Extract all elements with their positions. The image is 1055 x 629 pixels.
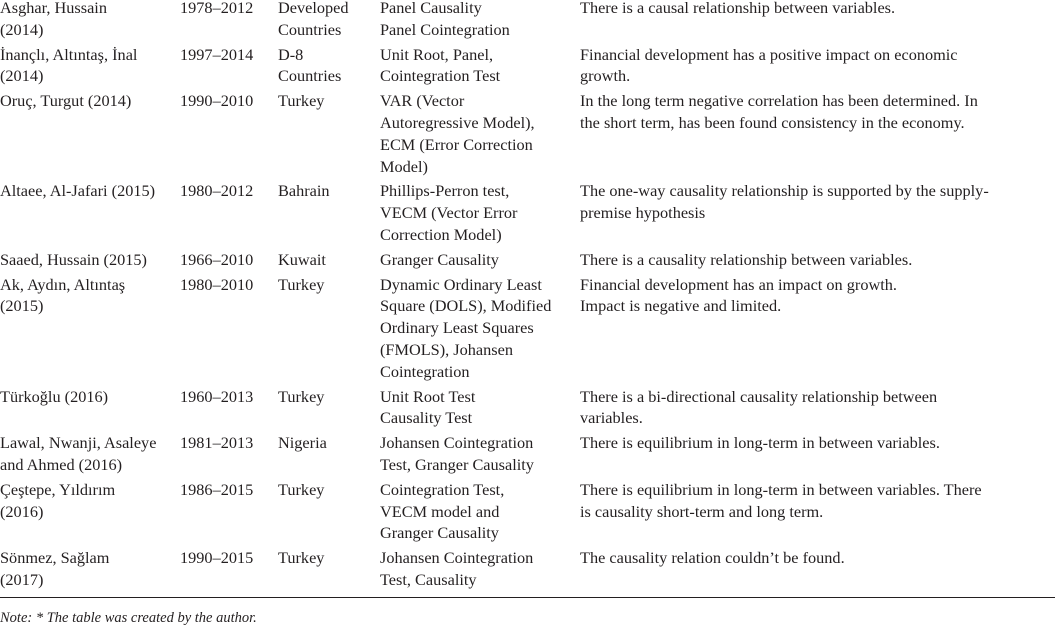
result-cell: Financial development has a positive impact on economic growth. [580, 44, 958, 86]
table-row [0, 274, 1055, 386]
result-cell: There is equilibrium in long-term in between variables. There is causality short-term and long term. [580, 479, 982, 521]
result-cell: There is a bi-directional causality relationship between variables. [580, 386, 938, 428]
table-row [0, 479, 1055, 547]
table-row [0, 90, 1055, 180]
method-cell: Cointegration Test, VECM model and Granger Causality [380, 479, 505, 543]
method-cell: Johansen Cointegration Test, Granger Causality [380, 433, 534, 474]
author-cell: Oruç, Turgut (2014) [0, 91, 132, 111]
method-cell: Unit Root, Panel, Cointegration Test [380, 44, 501, 86]
period-cell: 1981–2013 [180, 433, 254, 453]
result-cell: Financial development has an impact on growth. Impact is negative and limited. [580, 274, 897, 316]
country-cell: Bahrain [278, 181, 330, 201]
country-cell: Turkey [278, 274, 325, 294]
method-cell: Unit Root Test Causality Test [380, 386, 476, 428]
method-cell: Panel Causality Panel Cointegration [380, 0, 510, 39]
author-cell: Ak, Aydın, Altıntaş (2015) [0, 274, 126, 316]
period-cell: 1966–2010 [180, 249, 254, 269]
table-row [0, 547, 1055, 594]
result-cell: There is equilibrium in long-term in between variables. [580, 433, 940, 453]
author-cell: Çeştepe, Yıldırım (2016) [0, 479, 116, 521]
table-row [0, 180, 1055, 248]
method-cell: Dynamic Ordinary Least Square (DOLS), Modified Ordinary Least Squares (FMOLS), Johansen Cointegration [380, 274, 552, 381]
author-cell: Asghar, Hussain (2014) [0, 0, 107, 39]
author-cell: Lawal, Nwanji, Asaleye and Ahmed (2016) [0, 433, 157, 474]
country-cell: Kuwait [278, 249, 326, 269]
period-cell: 1986–2015 [180, 479, 254, 499]
table-row [0, 386, 1055, 433]
author-cell: Saaed, Hussain (2015) [0, 249, 147, 269]
table-row [0, 432, 1055, 479]
country-cell: Turkey [278, 91, 325, 111]
author-cell: İnançlı, Altıntaş, İnal (2014) [0, 44, 138, 86]
table-row [0, 249, 1055, 274]
author-cell: Altaee, Al-Jafari (2015) [0, 181, 156, 201]
method-cell: Johansen Cointegration Test, Causality [380, 548, 534, 589]
country-cell: Nigeria [278, 433, 327, 453]
period-cell: 1978–2012 [180, 0, 254, 17]
table-row [0, 0, 1055, 44]
table-bottom-rule [0, 597, 1055, 598]
result-cell: The causality relation couldn’t be found. [580, 548, 845, 568]
author-cell: Türkoğlu (2016) [0, 386, 109, 406]
country-cell: Turkey [278, 479, 325, 499]
period-cell: 1960–2013 [180, 386, 254, 406]
method-cell: VAR (Vector Autoregressive Model), ECM (Error Correction Model) [380, 91, 535, 176]
country-cell: D-8 Countries [278, 44, 342, 86]
country-cell: Turkey [278, 386, 325, 406]
result-cell: There is a causal relationship between variables. [580, 0, 896, 17]
result-cell: There is a causality relationship between variables. [580, 249, 913, 269]
country-cell: Developed Countries [278, 0, 349, 39]
method-cell: Granger Causality [380, 249, 499, 269]
country-cell: Turkey [278, 548, 325, 568]
period-cell: 1980–2010 [180, 274, 254, 294]
author-cell: Sönmez, Sağlam (2017) [0, 548, 110, 589]
table-row [0, 44, 1055, 91]
table-note: Note: * The table was created by the author. [0, 610, 257, 626]
result-cell: The one-way causality relationship is supported by the supply- premise hypothesis [580, 181, 989, 223]
period-cell: 1990–2015 [180, 548, 254, 568]
result-cell: In the long term negative correlation has been determined. In the short term, has been found consistency in the economy. [580, 91, 978, 132]
period-cell: 1990–2010 [180, 91, 254, 111]
period-cell: 1980–2012 [180, 181, 254, 201]
method-cell: Phillips-Perron test, VECM (Vector Error Correction Model) [380, 181, 518, 244]
period-cell: 1997–2014 [180, 44, 254, 64]
